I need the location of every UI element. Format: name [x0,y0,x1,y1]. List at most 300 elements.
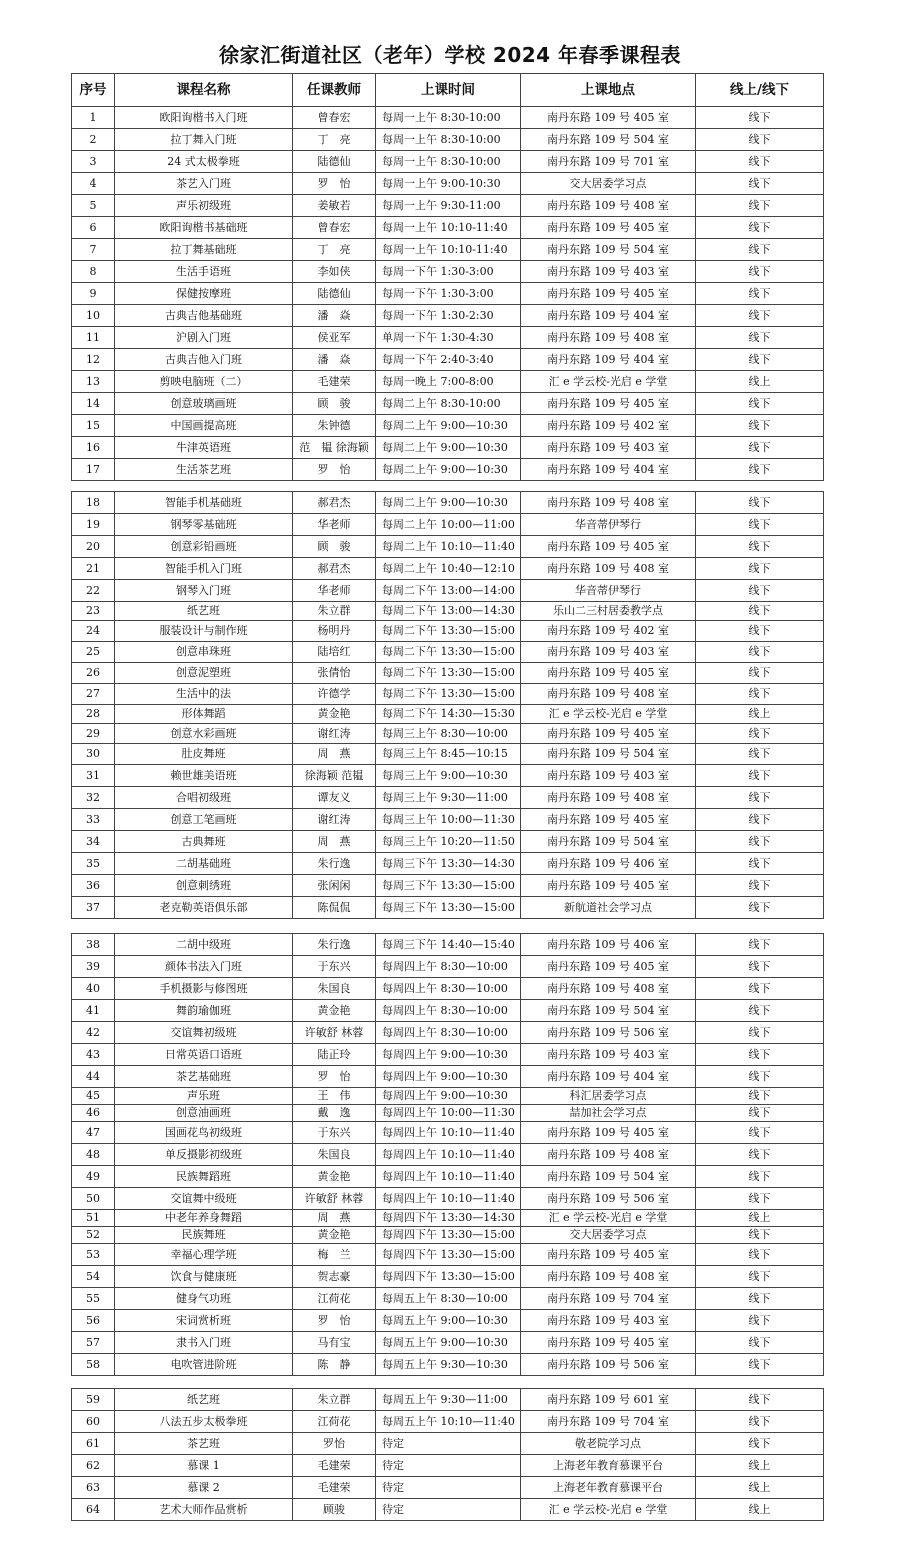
cell-teacher: 周 燕 [293,744,376,765]
cell-place: 上海老年教育慕课平台 [521,1477,696,1499]
schedule-table-section-4 [71,1388,824,1521]
cell-name: 古典舞班 [115,831,293,853]
cell-name: 生活茶艺班 [115,459,293,481]
cell-teacher: 徐海颖 范韫 [293,765,376,787]
cell-num: 61 [72,1433,115,1455]
cell-time: 每周一上午 9:00-10:30 [376,173,521,195]
cell-place: 南丹东路 109 号 405 室 [521,536,696,558]
cell-mode: 线上 [696,1210,824,1227]
cell-num: 28 [72,705,115,724]
cell-teacher: 贺志豪 [293,1266,376,1288]
table-header-row [72,74,824,107]
cell-num: 17 [72,459,115,481]
cell-name: 健身气功班 [115,1288,293,1310]
cell-num: 39 [72,956,115,978]
cell-num: 23 [72,602,115,621]
cell-mode: 线下 [696,349,824,371]
cell-time: 每周四上午 8:30—10:00 [376,1022,521,1044]
cell-teacher: 谢红涛 [293,724,376,744]
cell-teacher: 潘 焱 [293,349,376,371]
cell-mode: 线下 [696,897,824,919]
cell-teacher: 曾春宏 [293,107,376,129]
cell-place: 南丹东路 109 号 402 室 [521,621,696,642]
cell-teacher: 陈侃侃 [293,897,376,919]
cell-name: 钢琴入门班 [115,580,293,602]
cell-num: 55 [72,1288,115,1310]
cell-mode: 线下 [696,1088,824,1105]
cell-num: 43 [72,1044,115,1066]
cell-mode: 线下 [696,602,824,621]
cell-teacher: 陆德仙 [293,151,376,173]
cell-place: 南丹东路 109 号 403 室 [521,261,696,283]
cell-mode: 线下 [696,978,824,1000]
cell-place: 南丹东路 109 号 601 室 [521,1389,696,1411]
cell-time: 每周二上午 10:10—11:40 [376,536,521,558]
cell-num: 40 [72,978,115,1000]
cell-mode: 线上 [696,1455,824,1477]
cell-teacher: 陆培红 [293,642,376,663]
table-row [72,1066,824,1088]
cell-place: 南丹东路 109 号 701 室 [521,151,696,173]
cell-place: 乐山二三村居委教学点 [521,602,696,621]
cell-time: 每周二上午 9:00—10:30 [376,437,521,459]
cell-name: 幸福心理学班 [115,1244,293,1266]
cell-mode: 线下 [696,787,824,809]
table-row [72,602,824,621]
table-row [72,558,824,580]
cell-place: 南丹东路 109 号 506 室 [521,1354,696,1376]
cell-teacher: 华老师 [293,514,376,536]
table-row [72,875,824,897]
table-row [72,514,824,536]
table-row [72,1144,824,1166]
cell-num: 19 [72,514,115,536]
cell-teacher: 周 燕 [293,831,376,853]
cell-mode: 线下 [696,283,824,305]
table-row [72,1389,824,1411]
cell-teacher: 张倩怡 [293,663,376,684]
table-row [72,724,824,744]
cell-place: 南丹东路 109 号 403 室 [521,437,696,459]
cell-time: 每周一上午 10:10-11:40 [376,239,521,261]
cell-num: 63 [72,1477,115,1499]
table-row [72,1166,824,1188]
cell-time: 单周一下午 1:30-4:30 [376,327,521,349]
table-row [72,1499,824,1521]
cell-name: 合唱初级班 [115,787,293,809]
cell-num: 29 [72,724,115,744]
cell-name: 创意彩铅画班 [115,536,293,558]
cell-name: 宋词赏析班 [115,1310,293,1332]
cell-mode: 线下 [696,1122,824,1144]
cell-name: 二胡中级班 [115,934,293,956]
cell-place: 南丹东路 109 号 406 室 [521,934,696,956]
cell-time: 每周五上午 9:30—10:30 [376,1354,521,1376]
cell-time: 每周一下午 2:40-3:40 [376,349,521,371]
cell-time: 每周四下午 13:30—15:00 [376,1266,521,1288]
table-row [72,239,824,261]
cell-time: 每周二下午 13:00—14:00 [376,580,521,602]
cell-mode: 线上 [696,371,824,393]
table-row [72,1122,824,1144]
cell-time: 每周一下午 1:30-3:00 [376,261,521,283]
cell-name: 钢琴零基础班 [115,514,293,536]
cell-mode: 线下 [696,1354,824,1376]
cell-name: 茶艺基础班 [115,1066,293,1088]
cell-name: 创意水彩画班 [115,724,293,744]
schedule-table-section-3 [71,933,824,1376]
cell-place: 南丹东路 109 号 405 室 [521,217,696,239]
cell-place: 南丹东路 109 号 404 室 [521,459,696,481]
cell-teacher: 毛建荣 [293,1455,376,1477]
cell-place: 汇 e 学云校-光启 e 学堂 [521,1210,696,1227]
cell-name: 创意泥塑班 [115,663,293,684]
cell-time: 每周二下午 14:30—15:30 [376,705,521,724]
table-row [72,744,824,765]
cell-teacher: 顾骏 [293,1499,376,1521]
cell-name: 舞韵瑜伽班 [115,1000,293,1022]
cell-num: 6 [72,217,115,239]
cell-teacher: 郝君杰 [293,558,376,580]
table-row [72,393,824,415]
cell-time: 每周三下午 13:30—15:00 [376,875,521,897]
table-row [72,1022,824,1044]
cell-num: 41 [72,1000,115,1022]
cell-place: 南丹东路 109 号 403 室 [521,1044,696,1066]
cell-name: 慕课 2 [115,1477,293,1499]
cell-place: 南丹东路 109 号 408 室 [521,684,696,705]
cell-num: 35 [72,853,115,875]
cell-num: 37 [72,897,115,919]
cell-teacher: 罗 怡 [293,173,376,195]
cell-mode: 线下 [696,875,824,897]
cell-time: 每周五上午 9:30—11:00 [376,1389,521,1411]
cell-name: 声乐班 [115,1088,293,1105]
cell-place: 敬老院学习点 [521,1433,696,1455]
cell-mode: 线下 [696,1166,824,1188]
cell-num: 56 [72,1310,115,1332]
cell-name: 古典吉他入门班 [115,349,293,371]
cell-time: 每周二上午 8:30-10:00 [376,393,521,415]
cell-mode: 线下 [696,621,824,642]
cell-name: 手机摄影与修图班 [115,978,293,1000]
table-row [72,1433,824,1455]
cell-num: 5 [72,195,115,217]
cell-place: 南丹东路 109 号 408 室 [521,492,696,514]
cell-num: 60 [72,1411,115,1433]
table-row [72,195,824,217]
cell-teacher: 张闲闲 [293,875,376,897]
table-row [72,787,824,809]
cell-teacher: 王 伟 [293,1088,376,1105]
cell-num: 7 [72,239,115,261]
column-header-place: 上课地点 [521,74,696,107]
cell-teacher: 马有宝 [293,1332,376,1354]
cell-teacher: 华老师 [293,580,376,602]
cell-mode: 线下 [696,327,824,349]
cell-teacher: 许敏舒 林蓉 [293,1022,376,1044]
table-row [72,765,824,787]
cell-time: 每周二上午 9:00—10:30 [376,492,521,514]
cell-mode: 线下 [696,724,824,744]
cell-time: 每周三上午 9:30—11:00 [376,787,521,809]
cell-teacher: 陆德仙 [293,283,376,305]
table-row [72,217,824,239]
cell-teacher: 罗 怡 [293,1066,376,1088]
cell-time: 每周二下午 13:30—15:00 [376,642,521,663]
table-row [72,1477,824,1499]
cell-place: 汇 e 学云校-光启 e 学堂 [521,705,696,724]
cell-place: 南丹东路 109 号 405 室 [521,393,696,415]
cell-teacher: 黄金艳 [293,1000,376,1022]
cell-num: 50 [72,1188,115,1210]
cell-teacher: 黄金艳 [293,705,376,724]
cell-name: 中国画提高班 [115,415,293,437]
cell-mode: 线下 [696,934,824,956]
cell-teacher: 曾春宏 [293,217,376,239]
cell-num: 12 [72,349,115,371]
cell-num: 24 [72,621,115,642]
cell-mode: 线下 [696,809,824,831]
cell-mode: 线下 [696,1022,824,1044]
cell-time: 每周一下午 1:30-2:30 [376,305,521,327]
cell-place: 南丹东路 109 号 404 室 [521,349,696,371]
table-row [72,459,824,481]
cell-time: 每周三上午 8:30—10:00 [376,724,521,744]
cell-num: 52 [72,1227,115,1244]
cell-mode: 线下 [696,1433,824,1455]
cell-mode: 线下 [696,459,824,481]
cell-name: 中老年养身舞蹈 [115,1210,293,1227]
cell-time: 每周五上午 9:00—10:30 [376,1310,521,1332]
cell-time: 每周四上午 9:00—10:30 [376,1088,521,1105]
cell-place: 南丹东路 109 号 408 室 [521,1266,696,1288]
cell-place: 南丹东路 109 号 405 室 [521,283,696,305]
cell-time: 每周五上午 8:30—10:00 [376,1288,521,1310]
cell-place: 南丹东路 109 号 704 室 [521,1411,696,1433]
cell-teacher: 于东兴 [293,956,376,978]
cell-place: 喆加社会学习点 [521,1105,696,1122]
cell-place: 交大居委学习点 [521,1227,696,1244]
cell-mode: 线下 [696,217,824,239]
cell-time: 每周三上午 8:45—10:15 [376,744,521,765]
cell-place: 南丹东路 109 号 405 室 [521,107,696,129]
cell-teacher: 朱国良 [293,978,376,1000]
cell-name: 欧阳询楷书入门班 [115,107,293,129]
cell-mode: 线下 [696,261,824,283]
cell-mode: 线下 [696,1310,824,1332]
cell-teacher: 江荷花 [293,1288,376,1310]
cell-teacher: 顾 骏 [293,536,376,558]
cell-mode: 线下 [696,173,824,195]
cell-time: 每周三下午 14:40—15:40 [376,934,521,956]
cell-place: 华音蒂伊琴行 [521,580,696,602]
table-row [72,621,824,642]
table-row [72,371,824,393]
cell-name: 智能手机入门班 [115,558,293,580]
cell-place: 科汇居委学习点 [521,1088,696,1105]
cell-place: 南丹东路 109 号 406 室 [521,853,696,875]
table-row [72,809,824,831]
cell-time: 每周五上午 9:00—10:30 [376,1332,521,1354]
table-row [72,437,824,459]
cell-teacher: 顾 骏 [293,393,376,415]
cell-time: 每周五上午 10:10—11:40 [376,1411,521,1433]
cell-mode: 线下 [696,239,824,261]
cell-time: 每周一上午 8:30-10:00 [376,129,521,151]
cell-time: 每周三上午 10:20—11:50 [376,831,521,853]
cell-mode: 线下 [696,1188,824,1210]
schedule-table-section-2 [71,491,824,919]
cell-place: 南丹东路 109 号 403 室 [521,1310,696,1332]
cell-place: 南丹东路 109 号 408 室 [521,787,696,809]
cell-name: 声乐初级班 [115,195,293,217]
cell-mode: 线下 [696,580,824,602]
cell-num: 51 [72,1210,115,1227]
table-row [72,1354,824,1376]
cell-time: 每周二上午 10:00—11:00 [376,514,521,536]
cell-mode: 线下 [696,536,824,558]
cell-mode: 线下 [696,663,824,684]
cell-name: 颜体书法入门班 [115,956,293,978]
cell-teacher: 侯亚军 [293,327,376,349]
table-row [72,492,824,514]
cell-time: 每周三下午 13:30—14:30 [376,853,521,875]
cell-mode: 线下 [696,1105,824,1122]
cell-time: 每周四上午 8:30—10:00 [376,956,521,978]
cell-name: 日常英语口语班 [115,1044,293,1066]
table-row [72,978,824,1000]
table-row [72,107,824,129]
cell-mode: 线下 [696,1144,824,1166]
cell-time: 每周一上午 8:30-10:00 [376,107,521,129]
table-row [72,1310,824,1332]
cell-name: 肚皮舞班 [115,744,293,765]
cell-place: 上海老年教育慕课平台 [521,1455,696,1477]
cell-time: 待定 [376,1433,521,1455]
table-row [72,580,824,602]
cell-name: 创意刺绣班 [115,875,293,897]
cell-time: 每周三下午 13:30—15:00 [376,897,521,919]
cell-teacher: 陆正玲 [293,1044,376,1066]
cell-num: 62 [72,1455,115,1477]
cell-teacher: 范 韫 徐海颖 [293,437,376,459]
cell-time: 每周四上午 10:00—11:30 [376,1105,521,1122]
cell-mode: 线下 [696,956,824,978]
cell-teacher: 黄金艳 [293,1166,376,1188]
cell-time: 每周四下午 13:30—15:00 [376,1244,521,1266]
cell-name: 民族舞蹈班 [115,1166,293,1188]
cell-place: 南丹东路 109 号 504 室 [521,831,696,853]
cell-name: 欧阳询楷书基础班 [115,217,293,239]
cell-time: 每周二上午 9:00—10:30 [376,459,521,481]
cell-num: 58 [72,1354,115,1376]
cell-num: 15 [72,415,115,437]
cell-time: 每周四上午 9:00—10:30 [376,1044,521,1066]
cell-time: 待定 [376,1499,521,1521]
cell-time: 每周二下午 13:30—15:00 [376,621,521,642]
table-row [72,349,824,371]
cell-num: 22 [72,580,115,602]
cell-name: 创意串珠班 [115,642,293,663]
table-row [72,1044,824,1066]
cell-time: 每周三上午 10:00—11:30 [376,809,521,831]
column-header-teacher: 任课教师 [293,74,376,107]
cell-mode: 线下 [696,744,824,765]
cell-place: 南丹东路 109 号 504 室 [521,744,696,765]
table-row [72,853,824,875]
cell-teacher: 罗怡 [293,1433,376,1455]
cell-place: 南丹东路 109 号 405 室 [521,724,696,744]
cell-num: 38 [72,934,115,956]
cell-time: 每周一晚上 7:00-8:00 [376,371,521,393]
cell-place: 南丹东路 109 号 506 室 [521,1022,696,1044]
cell-name: 二胡基础班 [115,853,293,875]
cell-mode: 线下 [696,492,824,514]
table-row [72,934,824,956]
cell-name: 形体舞蹈 [115,705,293,724]
cell-num: 2 [72,129,115,151]
cell-name: 老克勒英语俱乐部 [115,897,293,919]
cell-time: 每周二下午 13:00—14:30 [376,602,521,621]
cell-name: 慕课 1 [115,1455,293,1477]
cell-num: 16 [72,437,115,459]
cell-place: 南丹东路 109 号 405 室 [521,875,696,897]
cell-mode: 线下 [696,305,824,327]
cell-name: 创意工笔画班 [115,809,293,831]
cell-mode: 线下 [696,831,824,853]
cell-teacher: 周 燕 [293,1210,376,1227]
cell-mode: 线下 [696,415,824,437]
cell-place: 南丹东路 109 号 408 室 [521,195,696,217]
cell-name: 创意油画班 [115,1105,293,1122]
table-row [72,1105,824,1122]
cell-time: 每周四下午 13:30—15:00 [376,1227,521,1244]
table-row [72,415,824,437]
cell-place: 南丹东路 109 号 408 室 [521,327,696,349]
table-row [72,663,824,684]
cell-place: 南丹东路 109 号 405 室 [521,1244,696,1266]
cell-name: 沪剧入门班 [115,327,293,349]
cell-place: 南丹东路 109 号 506 室 [521,1188,696,1210]
cell-mode: 线下 [696,853,824,875]
cell-time: 每周四上午 10:10—11:40 [376,1122,521,1144]
cell-num: 13 [72,371,115,393]
cell-name: 智能手机基础班 [115,492,293,514]
cell-mode: 线下 [696,1389,824,1411]
cell-num: 20 [72,536,115,558]
cell-name: 赖世雄美语班 [115,765,293,787]
cell-teacher: 于东兴 [293,1122,376,1144]
cell-num: 45 [72,1088,115,1105]
cell-mode: 线下 [696,151,824,173]
cell-place: 南丹东路 109 号 408 室 [521,978,696,1000]
cell-mode: 线上 [696,705,824,724]
cell-num: 46 [72,1105,115,1122]
cell-place: 南丹东路 109 号 504 室 [521,1000,696,1022]
cell-num: 59 [72,1389,115,1411]
cell-name: 国画花鸟初级班 [115,1122,293,1144]
cell-time: 待定 [376,1477,521,1499]
cell-time: 待定 [376,1455,521,1477]
cell-mode: 线下 [696,195,824,217]
table-row [72,173,824,195]
cell-time: 每周一上午 10:10-11:40 [376,217,521,239]
cell-mode: 线下 [696,1411,824,1433]
cell-place: 南丹东路 109 号 402 室 [521,415,696,437]
cell-mode: 线下 [696,642,824,663]
cell-time: 每周四上午 8:30—10:00 [376,978,521,1000]
